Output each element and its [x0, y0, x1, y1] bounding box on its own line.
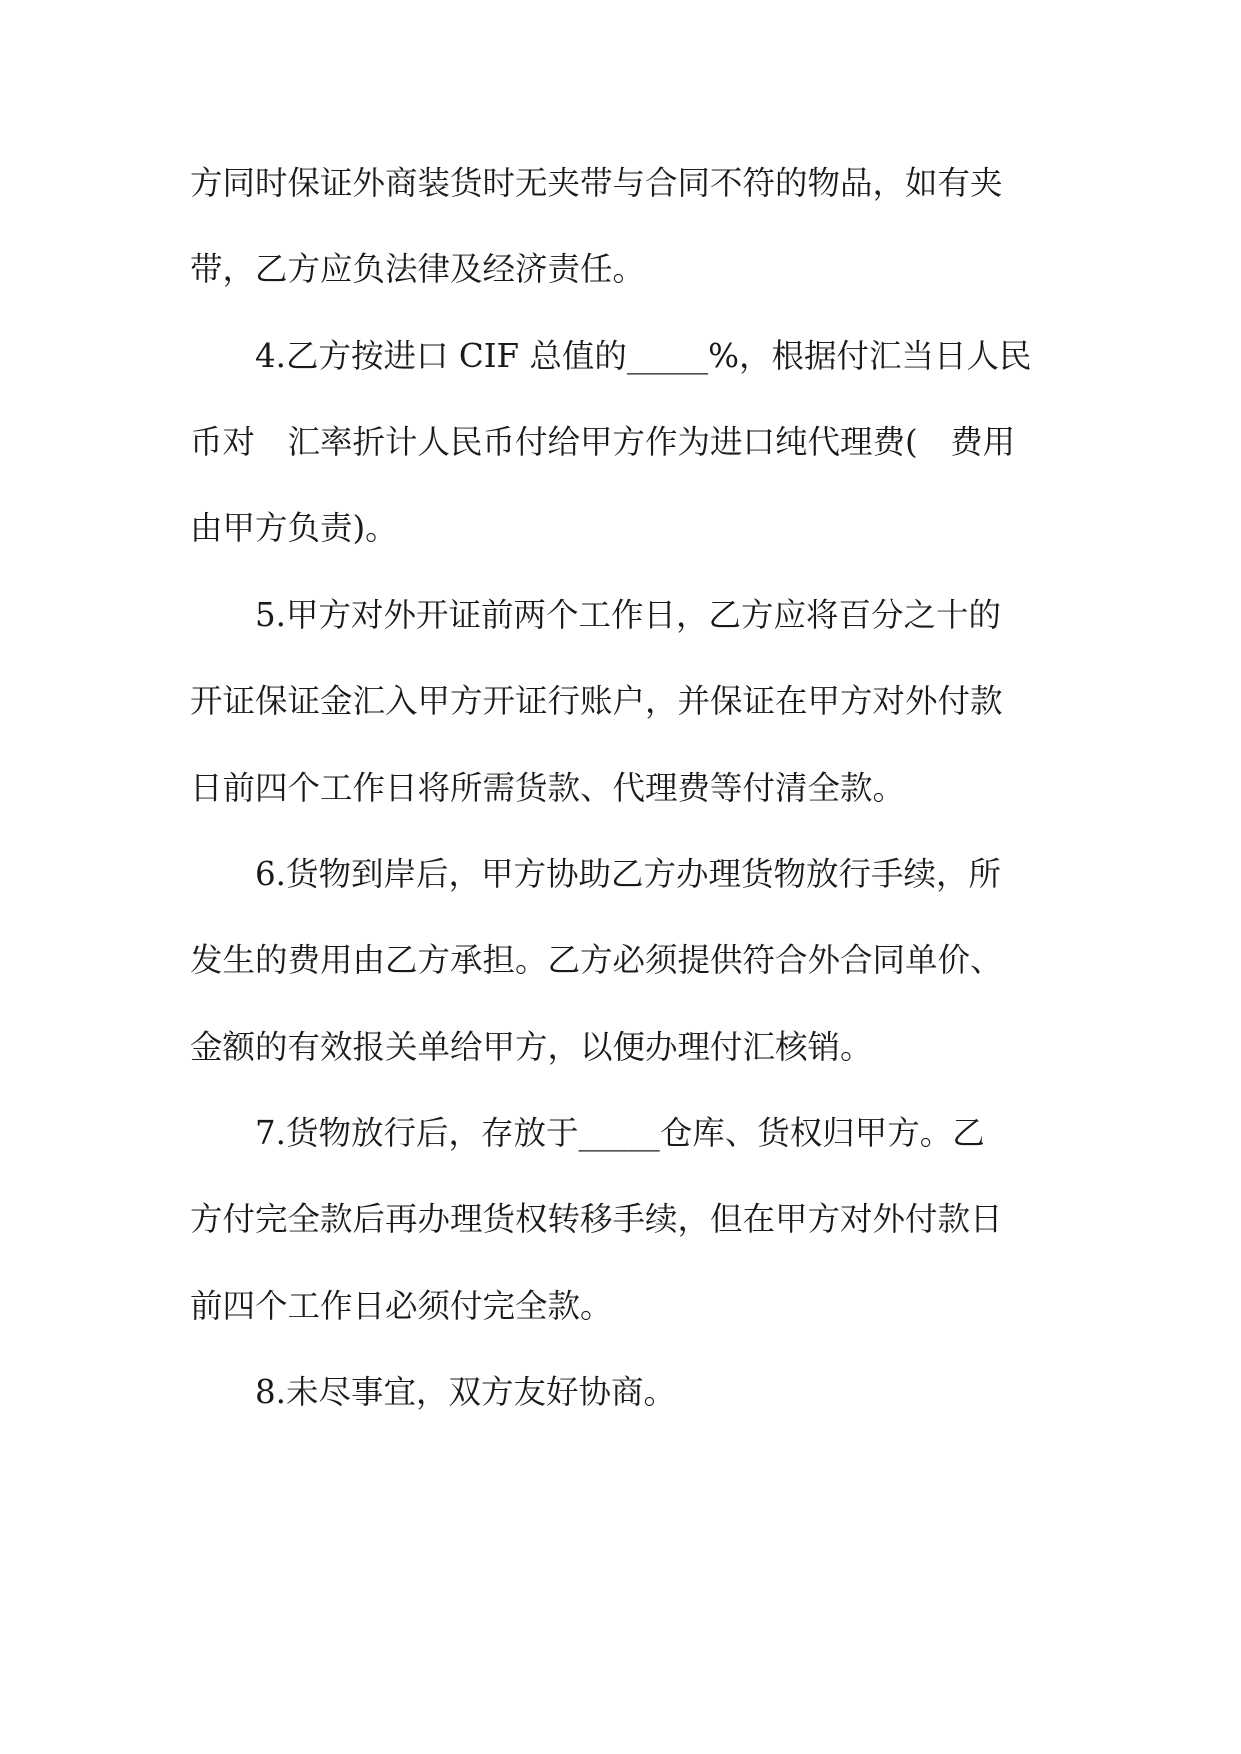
clause-5-line-3: 日前四个工作日将所需货款、代理费等付清全款。 [190, 769, 906, 807]
clause-5-line-2: 开证保证金汇入甲方开证行账户，并保证在甲方对外付款 [190, 682, 1003, 720]
clause-6-line-3: 金额的有效报关单给甲方，以便办理付汇核销。 [190, 1028, 873, 1066]
clause-7-line-3: 前四个工作日必须付完全款。 [190, 1287, 613, 1325]
clause-4-line-1: 4.乙方按进口 CIF 总值的_____%，根据付汇当日人民 [255, 337, 1032, 375]
clause-5-line-1: 5.甲方对外开证前两个工作日，乙方应将百分之十的 [255, 596, 1002, 634]
clause-3-line-2: 方同时保证外商装货时无夹带与合同不符的物品，如有夹 [190, 164, 1003, 202]
clause-3-line-3: 带，乙方应负法律及经济责任。 [190, 250, 646, 288]
clause-8-line-1: 8.未尽事宜，双方友好协商。 [255, 1373, 677, 1411]
clause-4-line-3: 由甲方负责)。 [190, 509, 398, 547]
clause-7-line-1: 7.货物放行后，存放于_____仓库、货权归甲方。乙 [255, 1114, 985, 1152]
clause-4-line-2: 币对 汇率折计人民币付给甲方作为进口纯代理费( 费用 [190, 423, 1016, 461]
clause-6-line-1: 6.货物到岸后，甲方协助乙方办理货物放行手续，所 [255, 855, 1002, 893]
clause-7-line-2: 方付完全款后再办理货权转移手续，但在甲方对外付款日 [190, 1200, 1003, 1238]
clause-6-line-2: 发生的费用由乙方承担。乙方必须提供符合外合同单价、 [190, 941, 1003, 979]
